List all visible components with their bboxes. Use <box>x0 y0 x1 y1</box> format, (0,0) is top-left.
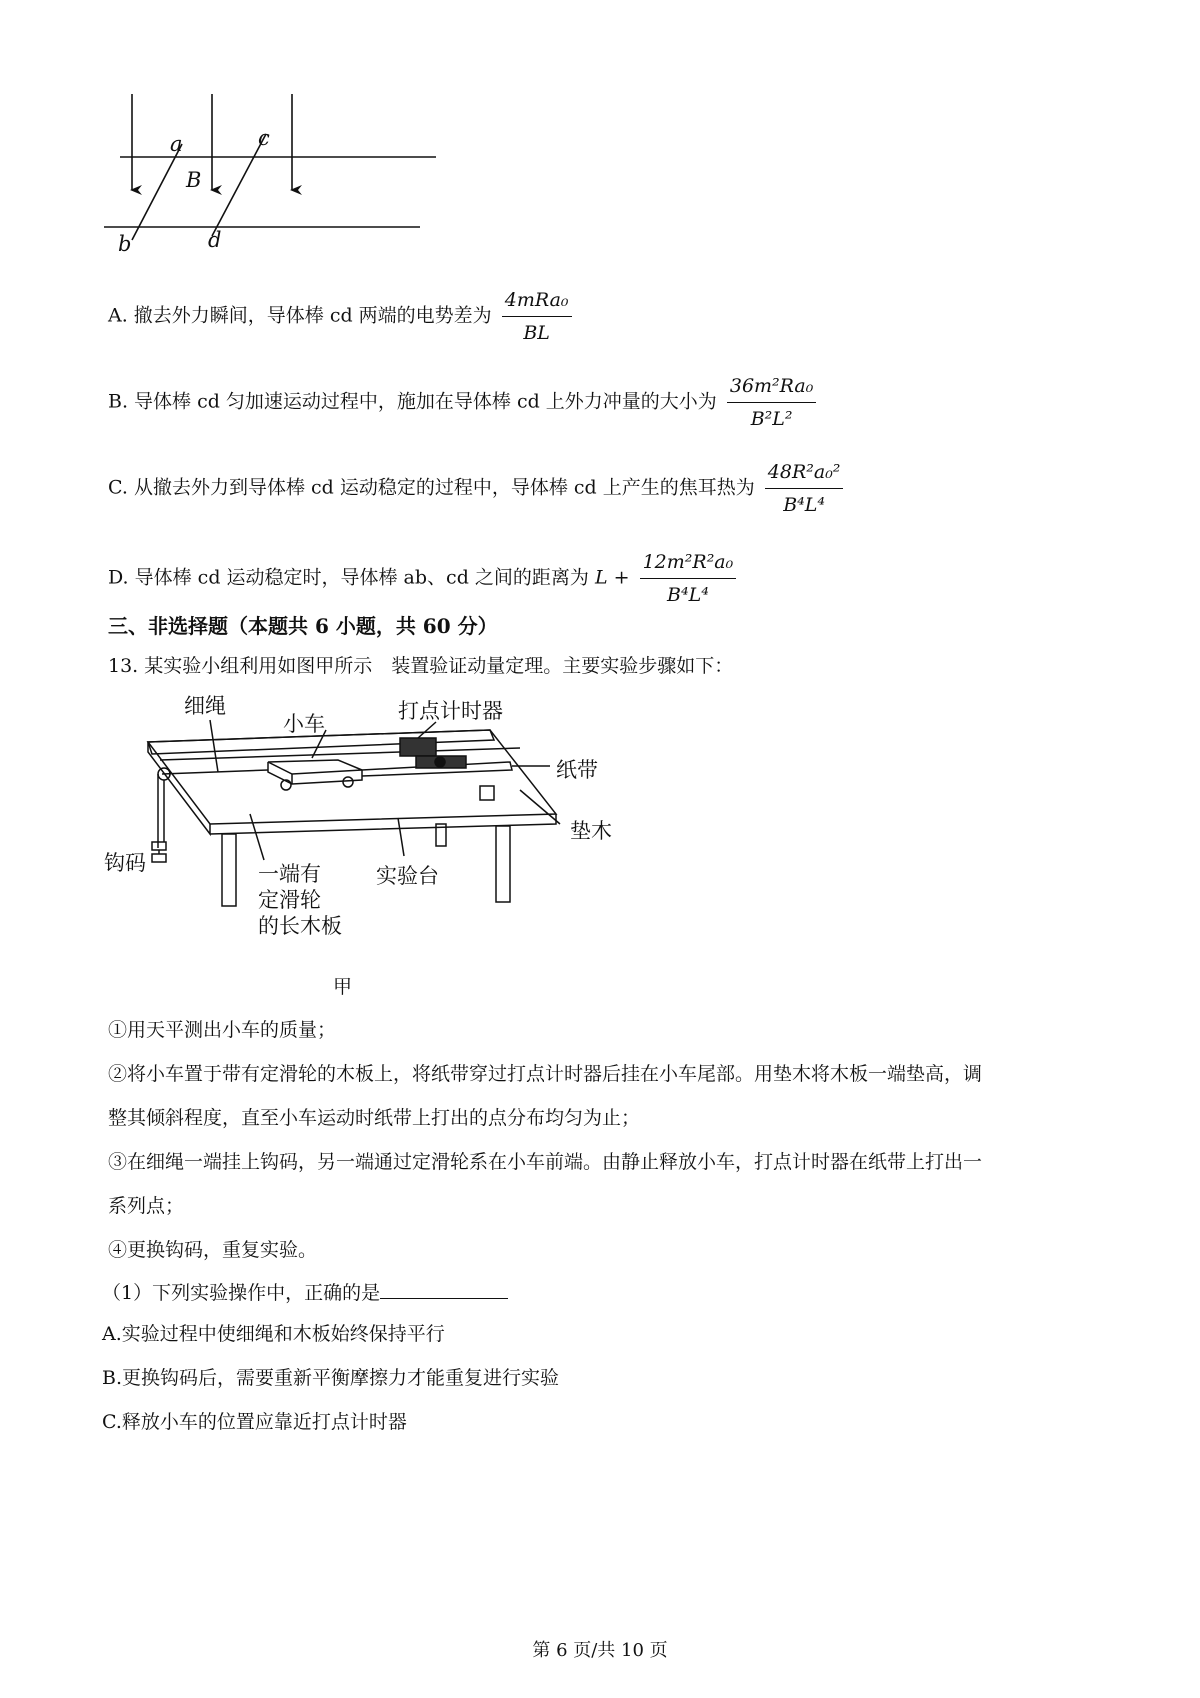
label-board-line3: 的长木板 <box>258 914 342 938</box>
answer-blank[interactable] <box>380 1278 508 1299</box>
label-hook-weight: 钩码 <box>104 851 146 875</box>
sub-question-1: （1）下列实验操作中，正确的是 <box>102 1278 508 1307</box>
step-1: ①用天平测出小车的质量； <box>108 1019 337 1041</box>
option-b-fraction: $\frac{\text{36m²Ra₀}}{\text{B²L²}}$ <box>727 372 817 433</box>
option-d-fraction: $\frac{\text{12m²R²a₀}}{\text{B⁴L⁴}}$ <box>640 548 737 609</box>
table-leg <box>496 826 510 902</box>
rails-figure <box>100 90 460 280</box>
option-a: A. 撤去外力瞬间，导体棒 cd 两端的电势差为 $\frac{\text{4mRa₀}}{BL}$ <box>108 286 572 347</box>
table-top <box>148 730 556 824</box>
label-d: d <box>208 228 222 252</box>
label-board-line2: 定滑轮 <box>258 888 321 912</box>
table-leg <box>222 834 236 906</box>
page-footer: 第 6 页/共 10 页 <box>532 1640 668 1661</box>
label-B: B <box>186 168 202 192</box>
rod-ab <box>132 144 182 240</box>
step-2-line2: 整其倾斜程度，直至小车运动时纸带上打出的点分布均匀为止； <box>108 1107 641 1129</box>
label-b: b <box>118 232 132 256</box>
label-cart: 小车 <box>283 712 325 736</box>
option-a-fraction: $\frac{\text{4mRa₀}}{BL}$ <box>502 286 572 347</box>
step-4: ④更换钩码，重复实验。 <box>108 1239 318 1261</box>
hook-weight <box>152 842 166 850</box>
label-board-line1: 一端有 <box>258 862 321 886</box>
step-3-line1: ③在细绳一端挂上钩码，另一端通过定滑轮系在小车前端。由静止释放小车，打点计时器在纸带上打出一 <box>108 1151 983 1173</box>
label-a: a <box>170 132 183 156</box>
label-rope: 细绳 <box>184 694 226 718</box>
label-timer: 打点计时器 <box>398 699 503 723</box>
step-2-line1: ②将小车置于带有定滑轮的木板上，将纸带穿过打点计时器后挂在小车尾部。用垫木将木板一端垫高，调 <box>108 1063 983 1085</box>
choice-a: A.实验过程中使细绳和木板始终保持平行 <box>102 1323 445 1345</box>
option-c-fraction: $\frac{\text{48R²a₀²}}{\text{B⁴L⁴}}$ <box>765 458 844 519</box>
figure-caption: 甲 <box>333 976 353 998</box>
timer <box>400 738 436 756</box>
label-block: 垫木 <box>570 819 612 843</box>
choice-c: C.释放小车的位置应靠近打点计时器 <box>102 1411 407 1433</box>
label-tape: 纸带 <box>556 758 598 782</box>
section-heading: 三、非选择题（本题共 6 小题，共 60 分） <box>108 614 498 638</box>
option-d: D. 导体棒 cd 运动稳定时，导体棒 ab、cd 之间的距离为 L + $\frac{\text{12m²R²a₀}}{\text{B⁴L⁴}}$ <box>108 548 736 609</box>
step-3-line2: 系列点； <box>108 1195 185 1217</box>
choice-b: B.更换钩码后，需要重新平衡摩擦力才能重复进行实验 <box>102 1367 560 1389</box>
option-b: B. 导体棒 cd 匀加速运动过程中，施加在导体棒 cd 上外力冲量的大小为 $\frac{\text{36m²Ra₀}}{\text{B²L²}}$ <box>108 372 816 433</box>
label-c: c <box>258 126 270 150</box>
option-c: C. 从撤去外力到导体棒 cd 运动稳定的过程中，导体棒 cd 上产生的焦耳热为 $\frac{\text{48R²a₀²}}{\text{B⁴L⁴}}$ <box>108 458 843 519</box>
q13-intro: 13. 某实验小组利用如图甲所示 装置验证动量定理。主要实验步骤如下： <box>108 655 734 677</box>
label-table: 实验台 <box>376 864 439 888</box>
